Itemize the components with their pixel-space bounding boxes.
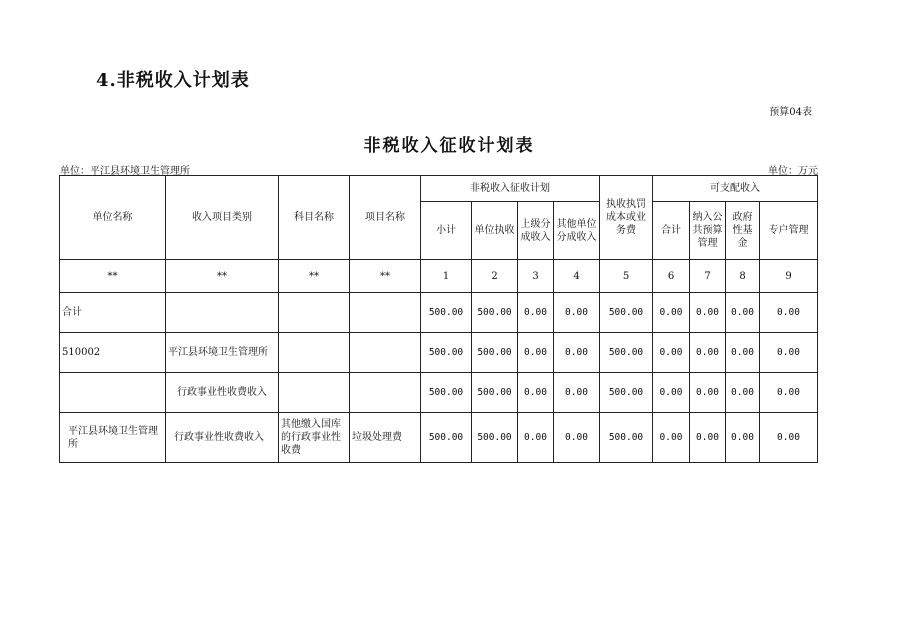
header-item-name: 项目名称 xyxy=(350,176,421,260)
cell-item xyxy=(350,333,421,373)
cell-enforcement-cost: 500.00 xyxy=(600,333,653,373)
code-cell: 2 xyxy=(472,260,518,293)
cell-subtotal: 500.00 xyxy=(421,373,472,413)
cell-unit-collect: 500.00 xyxy=(472,413,518,463)
header-income-category: 收入项目类别 xyxy=(166,176,279,260)
cell-total: 0.00 xyxy=(653,373,690,413)
cell-enforcement-cost: 500.00 xyxy=(600,373,653,413)
cell-gov-fund: 0.00 xyxy=(726,413,760,463)
code-cell: 9 xyxy=(760,260,818,293)
cell-enforcement-cost: 500.00 xyxy=(600,293,653,333)
cell-subtotal: 500.00 xyxy=(421,293,472,333)
code-cell: 6 xyxy=(653,260,690,293)
cell-upper-share: 0.00 xyxy=(518,413,554,463)
header-special-mgmt: 专户管理 xyxy=(760,202,818,260)
cell-subtotal: 500.00 xyxy=(421,413,472,463)
cell-category xyxy=(166,293,279,333)
cell-subject xyxy=(279,373,350,413)
cell-public-budget: 0.00 xyxy=(690,333,726,373)
cell-total: 0.00 xyxy=(653,293,690,333)
header-disposable-group: 可支配收入 xyxy=(653,176,818,202)
code-cell: ** xyxy=(350,260,421,293)
cell-upper-share: 0.00 xyxy=(518,373,554,413)
code-cell: 1 xyxy=(421,260,472,293)
cell-special-mgmt: 0.00 xyxy=(760,413,818,463)
cell-category: 平江县环境卫生管理所 xyxy=(166,333,279,373)
cell-public-budget: 0.00 xyxy=(690,413,726,463)
cell-subject xyxy=(279,293,350,333)
cell-unit: 510002 xyxy=(60,333,166,373)
currency-label: 单位：万元 xyxy=(768,166,818,177)
code-cell: 7 xyxy=(690,260,726,293)
code-cell: ** xyxy=(60,260,166,293)
header-upper-share: 上级分成收入 xyxy=(518,202,554,260)
code-cell: ** xyxy=(166,260,279,293)
cell-upper-share: 0.00 xyxy=(518,293,554,333)
cell-special-mgmt: 0.00 xyxy=(760,373,818,413)
header-gov-fund: 政府性基金 xyxy=(726,202,760,260)
code-cell: 8 xyxy=(726,260,760,293)
cell-subtotal: 500.00 xyxy=(421,333,472,373)
cell-other-share: 0.00 xyxy=(554,373,600,413)
cell-gov-fund: 0.00 xyxy=(726,373,760,413)
cell-special-mgmt: 0.00 xyxy=(760,333,818,373)
cell-total: 0.00 xyxy=(653,333,690,373)
cell-category: 行政事业性收费收入 xyxy=(166,413,279,463)
cell-upper-share: 0.00 xyxy=(518,333,554,373)
table-row xyxy=(60,373,818,413)
header-plan-group: 非税收入征收计划 xyxy=(421,176,600,202)
cell-other-share: 0.00 xyxy=(554,333,600,373)
cell-unit-collect: 500.00 xyxy=(472,293,518,333)
table-row xyxy=(60,333,818,373)
cell-item xyxy=(350,293,421,333)
table-title: 非税收入征收计划表 xyxy=(363,136,535,156)
code-cell: 5 xyxy=(600,260,653,293)
cell-unit: 合计 xyxy=(60,293,166,333)
cell-gov-fund: 0.00 xyxy=(726,333,760,373)
cell-subject xyxy=(279,333,350,373)
non-tax-income-table xyxy=(59,175,818,463)
header-public-budget: 纳入公共预算管理 xyxy=(690,202,726,260)
code-cell: 4 xyxy=(554,260,600,293)
section-title: 4.非税收入计划表 xyxy=(96,70,250,91)
cell-other-share: 0.00 xyxy=(554,413,600,463)
header-unit-collect: 单位执收 xyxy=(472,202,518,260)
cell-item: 垃圾处理费 xyxy=(350,413,421,463)
unit-label: 单位：平江县环境卫生管理所 xyxy=(60,166,190,177)
cell-other-share: 0.00 xyxy=(554,293,600,333)
cell-public-budget: 0.00 xyxy=(690,293,726,333)
header-row-1 xyxy=(60,176,818,202)
code-cell: 3 xyxy=(518,260,554,293)
cell-unit-collect: 500.00 xyxy=(472,333,518,373)
code-cell: ** xyxy=(279,260,350,293)
form-code: 预算04表 xyxy=(769,107,812,118)
header-unit-name: 单位名称 xyxy=(60,176,166,260)
header-enforcement-cost: 执收执罚成本或业务费 xyxy=(600,176,653,260)
cell-unit-collect: 500.00 xyxy=(472,373,518,413)
table-row xyxy=(60,413,818,463)
cell-subject: 其他缴入国库的行政事业性收费 xyxy=(279,413,350,463)
header-subtotal: 小计 xyxy=(421,202,472,260)
header-other-share: 其他单位分成收入 xyxy=(554,202,600,260)
cell-item xyxy=(350,373,421,413)
cell-unit xyxy=(60,373,166,413)
cell-gov-fund: 0.00 xyxy=(726,293,760,333)
cell-unit: 平江县环境卫生管理所 xyxy=(60,413,166,463)
code-row xyxy=(60,260,818,293)
cell-category: 行政事业性收费收入 xyxy=(166,373,279,413)
cell-total: 0.00 xyxy=(653,413,690,463)
header-total: 合计 xyxy=(653,202,690,260)
table-row xyxy=(60,293,818,333)
cell-public-budget: 0.00 xyxy=(690,373,726,413)
cell-special-mgmt: 0.00 xyxy=(760,293,818,333)
cell-enforcement-cost: 500.00 xyxy=(600,413,653,463)
header-subject-name: 科目名称 xyxy=(279,176,350,260)
